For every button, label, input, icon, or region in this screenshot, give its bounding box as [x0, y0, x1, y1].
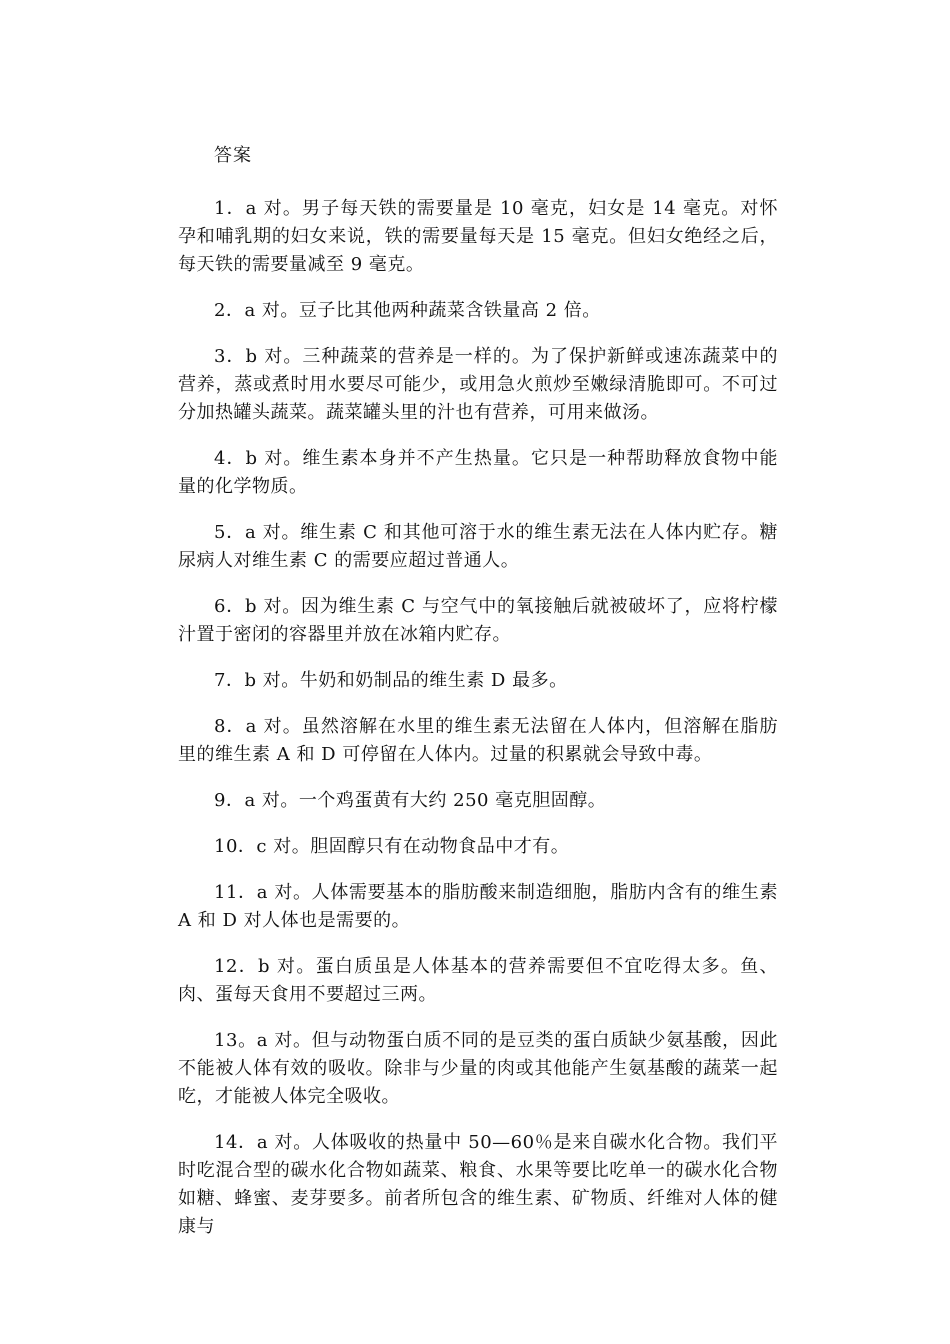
- answer-14: 14．a 对。人体吸收的热量中 50—60％是来自碳水化合物。我们平时吃混合型的碳水化合物如蔬菜、粮食、水果等要比吃单一的碳水化合物如糖、蜂蜜、麦芽要多。前者所包含的维生素、矿物质、纤维对人体的健康与: [178, 1132, 778, 1237]
- document-body: [178, 142, 778, 1241]
- answer-12: 12．b 对。蛋白质虽是人体基本的营养需要但不宜吃得太多。鱼、肉、蛋每天食用不要超过三两。: [178, 956, 778, 1005]
- answer-8: 8．a 对。虽然溶解在水里的维生素无法留在人体内，但溶解在脂肪里的维生素 A 和 D 可停留在人体内。过量的积累就会导致中毒。: [178, 716, 778, 765]
- answer-9: 9．a 对。一个鸡蛋黄有大约 250 毫克胆固醇。: [214, 790, 607, 811]
- page-heading: 答案: [214, 145, 252, 166]
- answer-6: 6．b 对。因为维生素 C 与空气中的氧接触后就被破坏了，应将柠檬汁置于密闭的容器里并放在冰箱内贮存。: [178, 596, 778, 645]
- answer-2: 2．a 对。豆子比其他两种蔬菜含铁量高 2 倍。: [214, 300, 601, 321]
- answer-11: 11．a 对。人体需要基本的脂肪酸来制造细胞，脂肪内含有的维生素 A 和 D 对人体也是需要的。: [178, 882, 778, 931]
- answer-5: 5．a 对。维生素 C 和其他可溶于水的维生素无法在人体内贮存。糖尿病人对维生素 C 的需要应超过普通人。: [178, 522, 778, 571]
- answer-10: 10．c 对。胆固醇只有在动物食品中才有。: [214, 836, 570, 857]
- answer-4: 4．b 对。维生素本身并不产生热量。它只是一种帮助释放食物中能量的化学物质。: [178, 448, 778, 497]
- answer-1: 1．a 对。男子每天铁的需要量是 10 毫克，妇女是 14 毫克。对怀孕和哺乳期的妇女来说，铁的需要量每天是 15 毫克。但妇女绝经之后，每天铁的需要量减至 9 毫克。: [178, 198, 778, 275]
- answer-7: 7．b 对。牛奶和奶制品的维生素 D 最多。: [214, 670, 568, 691]
- answer-3: 3．b 对。三种蔬菜的营养是一样的。为了保护新鲜或速冻蔬菜中的营养，蒸或煮时用水要尽可能少，或用急火煎炒至嫩绿清脆即可。不可过分加热罐头蔬菜。蔬菜罐头里的汁也有营养，可用来做汤。: [178, 346, 778, 423]
- answer-13: 13。a 对。但与动物蛋白质不同的是豆类的蛋白质缺少氨基酸，因此不能被人体有效的吸收。除非与少量的肉或其他能产生氨基酸的蔬菜一起吃，才能被人体完全吸收。: [178, 1030, 778, 1107]
